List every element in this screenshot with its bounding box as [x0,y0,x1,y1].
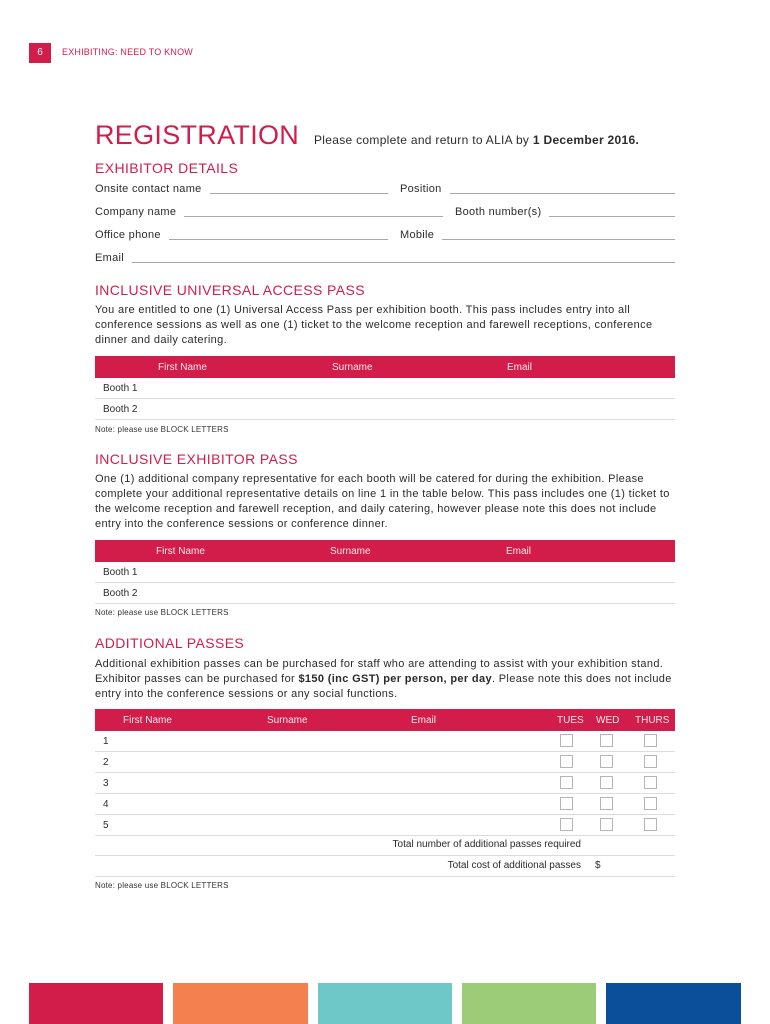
thurs-checkbox[interactable] [644,797,657,810]
position-field[interactable]: Position [400,183,675,199]
contact-row [95,183,675,199]
thurs-checkbox[interactable] [644,776,657,789]
footer-bar-blue [606,983,741,1024]
mobile-field[interactable]: Mobile [400,229,675,245]
wed-checkbox[interactable] [600,797,613,810]
return-instruction: Please complete and return to ALIA by 1 December 2016. [314,133,640,147]
onsite-contact-field[interactable]: Onsite contact name [95,183,388,199]
tues-checkbox[interactable] [560,797,573,810]
additional-passes-table [95,709,675,836]
currency-symbol: $ [595,860,601,871]
wed-checkbox[interactable] [600,755,613,768]
footer-bar-orange [173,983,308,1024]
universal-pass-description: You are entitled to one (1) Universal Access Pass per exhibition booth. This pass includes entry into all conference sessions as well as one (1) ticket to the welcome reception and farewell receptions, conference dinner and daily catering. [95,304,653,346]
table-row[interactable]: 2 [95,752,675,773]
return-deadline: 1 December 2016. [532,133,640,147]
table-header: First Name Surname Email TUES WED THURS [95,709,675,731]
running-head: EXHIBITING: NEED TO KNOW [62,47,193,57]
block-letters-note: Note: please use BLOCK LETTERS [95,608,229,617]
block-letters-note: Note: please use BLOCK LETTERS [95,881,229,890]
universal-pass-table [95,356,675,420]
company-name-field[interactable]: Company name [95,206,443,222]
additional-passes-description: Additional exhibition passes can be purchased for staff who are attending to assist with your exhibition stand. Exhibitor passes can be purchased for $150 (inc GST) per person, per day. Please note this does not include entry into the conference sessions or any social functions. [95,658,672,700]
wed-checkbox[interactable] [600,734,613,747]
wed-checkbox[interactable] [600,776,613,789]
exhibitor-details-heading: EXHIBITOR DETAILS [95,160,239,176]
table-row[interactable]: Booth 1 [95,562,675,583]
table-row[interactable]: Booth 2 [95,399,675,420]
email-row [95,252,675,268]
universal-pass-heading: INCLUSIVE UNIVERSAL ACCESS PASS [95,282,365,298]
table-row[interactable]: 4 [95,794,675,815]
block-letters-note: Note: please use BLOCK LETTERS [95,425,229,434]
exhibitor-pass-description: One (1) additional company representative for each booth will be catered for during the exhibition. Please complete your additional representative details on line 1 in the table below. This pass includes one (1) ticket to the welcome reception and farewell reception, and daily catering, however please note this does not include entry into the conference sessions or conference dinner. [95,473,670,530]
total-cost-label: Total cost of additional passes [447,860,581,871]
tues-checkbox[interactable] [560,734,573,747]
exhibitor-pass-heading: INCLUSIVE EXHIBITOR PASS [95,451,298,467]
footer-bar-red [29,983,163,1024]
thurs-checkbox[interactable] [644,734,657,747]
tues-checkbox[interactable] [560,818,573,831]
page-title: REGISTRATION [95,120,300,150]
table-row[interactable]: 3 [95,773,675,794]
table-header: First Name Surname Email [95,356,675,378]
tues-checkbox[interactable] [560,776,573,789]
company-row [95,206,675,222]
total-number-label: Total number of additional passes required [392,839,581,850]
table-header: First Name Surname Email [95,540,675,562]
table-row[interactable]: 5 [95,815,675,836]
email-field[interactable]: Email [95,252,675,268]
total-cost-row[interactable] [95,856,675,877]
phone-row [95,229,675,245]
page-number: 6 [29,43,51,63]
thurs-checkbox[interactable] [644,755,657,768]
table-row[interactable]: Booth 2 [95,583,675,604]
price-per-day: $150 (inc GST) per person, per day [298,673,492,685]
exhibitor-pass-table [95,540,675,604]
total-number-row[interactable] [95,835,675,856]
table-row[interactable]: Booth 1 [95,378,675,399]
wed-checkbox[interactable] [600,818,613,831]
table-row[interactable]: 1 [95,731,675,752]
booth-number-field[interactable]: Booth number(s) [455,206,675,222]
additional-passes-heading: ADDITIONAL PASSES [95,635,245,651]
footer-bar-teal [318,983,452,1024]
tues-checkbox[interactable] [560,755,573,768]
office-phone-field[interactable]: Office phone [95,229,388,245]
thurs-checkbox[interactable] [644,818,657,831]
footer-bar-green [462,983,596,1024]
